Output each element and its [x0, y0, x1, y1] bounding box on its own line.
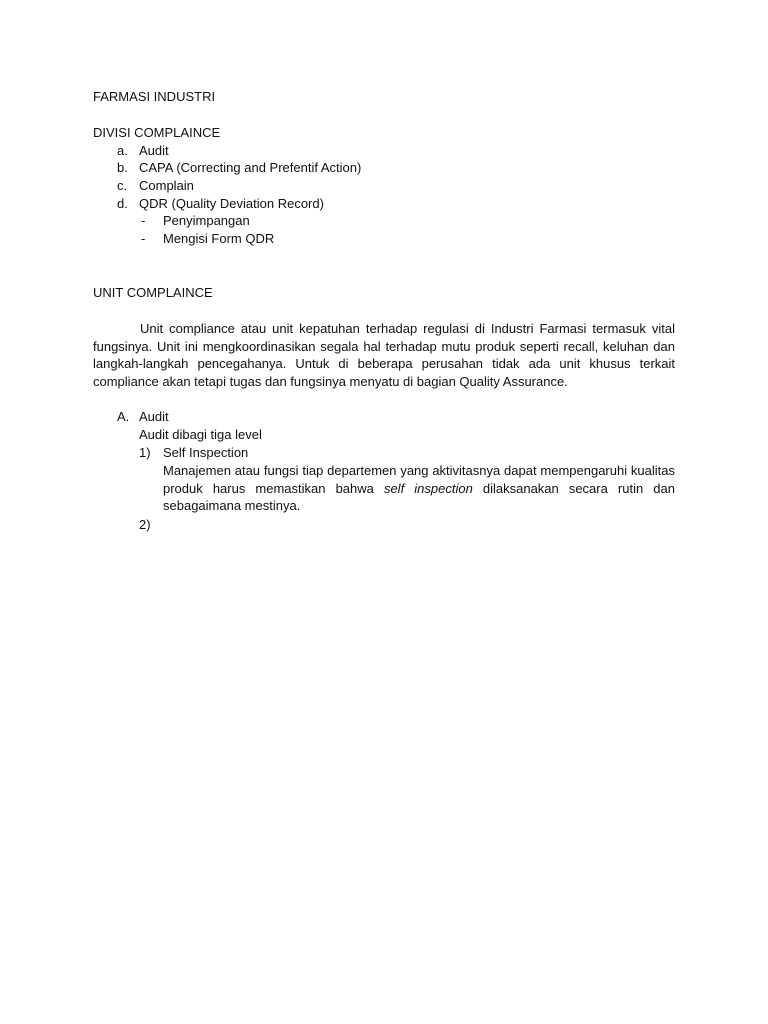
unit-heading: UNIT COMPLAINCE — [93, 285, 213, 300]
section-a-title: Audit — [139, 409, 169, 424]
description-text: dilaksanakan secara rutin dan sebagaimana mestinya. — [163, 480, 675, 514]
divisi-item-qdr: QDR (Quality Deviation Record) — [139, 196, 324, 211]
sub-item-dash: - — [141, 213, 146, 228]
divisi-item-marker: c. — [117, 178, 128, 193]
divisi-item-marker: d. — [117, 196, 128, 211]
divisi-item-marker: a. — [117, 143, 128, 158]
divisi-heading: DIVISI COMPLAINCE — [93, 125, 221, 140]
self-inspection-description — [163, 462, 675, 515]
level-marker: 1) — [139, 445, 151, 460]
divisi-item-capa: CAPA (Correcting and Prefentif Action) — [139, 160, 362, 175]
divisi-item-marker: b. — [117, 160, 128, 175]
divisi-item-audit: Audit — [139, 143, 169, 158]
document-title: FARMASI INDUSTRI — [93, 89, 216, 104]
sub-item-form-qdr: Mengisi Form QDR — [163, 231, 275, 246]
unit-paragraph: Unit compliance atau unit kepatuhan terhadap regulasi di Industri Farmasi termasuk vital fungsinya. Unit ini mengkoordinasikan segala hal terhadap mutu produk seperti recall, keluhan dan langkah-langkah pencegahanya. Untuk di beberapa perusahan tidak ada unit khusus terkait compliance akan tetapi tugas dan fungsinya menyatu di bagian Quality Assurance. — [93, 321, 675, 389]
level-marker: 2) — [139, 517, 151, 532]
description-emphasis: self inspection — [383, 480, 473, 496]
section-a-marker: A. — [117, 409, 130, 424]
level-title-self-inspection: Self Inspection — [163, 445, 249, 460]
divisi-item-complain: Complain — [139, 178, 194, 193]
description-text: Manajemen atau fungsi tiap departemen yang aktivitasnya dapat mempengaruhi kualitas produk harus memastikan bahwa — [163, 463, 675, 496]
sub-item-dash: - — [141, 231, 146, 246]
sub-item-penyimpangan: Penyimpangan — [163, 213, 250, 228]
audit-intro: Audit dibagi tiga level — [139, 427, 262, 442]
